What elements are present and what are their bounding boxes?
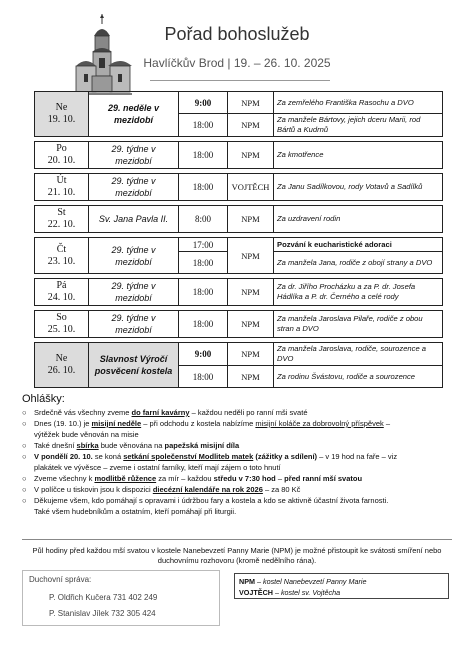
- legend-entry: NPM – kostel Nanebevzetí Panny Marie: [239, 577, 367, 586]
- day-abbr: Po: [56, 143, 67, 154]
- day-date: 25. 10.: [47, 324, 76, 335]
- mass-time: 9:00: [179, 343, 228, 366]
- confession-note: Půl hodiny před každou mší svatou v kostele Nanebevzetí Panny Marie (NPM) je možné přistoupit ke svátosti smíření nebo duchovnímu rozhovoru (kromě nedělního rána).: [22, 539, 452, 566]
- day-date: 20. 10.: [47, 155, 76, 166]
- schedule-row: [35, 279, 443, 306]
- schedule-row: [35, 311, 443, 338]
- day-cell: [35, 279, 89, 306]
- priest-contact: P. Stanislav Jílek 732 305 424: [49, 609, 156, 618]
- day-abbr: Ne: [55, 102, 68, 113]
- mass-place: NPM: [228, 366, 274, 388]
- mass-time: 8:00: [179, 206, 228, 233]
- day-date: 21. 10.: [47, 187, 76, 198]
- feast-name: 29. týdne v mezidobí: [89, 279, 179, 306]
- mass-intention: Za uzdravení rodin: [274, 206, 443, 233]
- announcement-continuation: výtěžek bude věnován na misie: [34, 430, 139, 439]
- announcements-list: [22, 407, 462, 517]
- mass-time: 18:00: [179, 142, 228, 169]
- feast-name: 29. týdne v mezidobí: [89, 142, 179, 169]
- feast-name: Sv. Jana Pavla II.: [89, 206, 179, 233]
- mass-intention: Za rodinu Švástovu, rodiče a sourozence: [274, 366, 443, 388]
- announcement-item: ○ V políčce u tiskovin jsou k dispozici diecézní kalendáře na rok 2026 – za 80 Kč: [22, 485, 301, 494]
- mass-place: NPM: [228, 92, 274, 114]
- feast-name: 29. týdne v mezidobí: [89, 311, 179, 338]
- schedule-row: [35, 92, 443, 114]
- day-cell: [35, 343, 89, 388]
- schedule-row: [35, 174, 443, 201]
- announcements-title: Ohlášky:: [22, 393, 65, 405]
- day-cell: [35, 238, 89, 274]
- mass-time: 18:00: [179, 311, 228, 338]
- page-title: Pořad bohoslužeb: [164, 24, 310, 44]
- day-abbr: So: [56, 312, 67, 323]
- day-cell: [35, 311, 89, 338]
- schedule-row: [35, 343, 443, 366]
- administration-box: [22, 570, 220, 626]
- feast-name: 29. neděle v mezidobí: [89, 92, 179, 137]
- mass-place: NPM: [228, 279, 274, 306]
- feast-name: Slavnost Výročí posvěcení kostela: [89, 343, 179, 388]
- day-date: 23. 10.: [47, 255, 76, 267]
- mass-time: 18:00: [179, 252, 228, 274]
- mass-intention: Za manžela Jana, rodiče z obojí strany a DVO: [274, 252, 443, 274]
- mass-time: 18:00: [179, 114, 228, 137]
- mass-time: 18:00: [179, 366, 228, 388]
- feast-name: 29. týdne v mezidobí: [89, 238, 179, 274]
- announcement-item: ○ Srdečně vás všechny zveme do farní kavárny – každou neděli po ranní mši svaté: [22, 408, 308, 417]
- title-divider: [150, 80, 330, 81]
- announcement-item: ○ V pondělí 20. 10. se koná setkání společenství Modliteb matek (zážitky a sdílení) – v 19 hod na faře – viz: [22, 452, 398, 461]
- day-cell: [35, 142, 89, 169]
- announcement-item: ○ Zveme všechny k modlitbě růžence za mír – každou středu v 7:30 hod – před ranní mší svatou: [22, 474, 363, 483]
- mass-place: NPM: [228, 343, 274, 366]
- mass-intention: Za manžele Bártovy, jejich dceru Marii, rod Bártů a Kudrnů: [274, 114, 443, 137]
- schedule-row: [35, 238, 443, 252]
- mass-intention: Za manžela Jaroslava, rodiče, sourozence a DVO: [274, 343, 443, 366]
- mass-place: NPM: [228, 311, 274, 338]
- mass-place: VOJTĚCH: [228, 174, 274, 201]
- mass-time: 17:00: [179, 238, 228, 252]
- mass-time: 18:00: [179, 174, 228, 201]
- mass-intention: Za Janu Sadílkovou, rody Votavů a Sadílků: [274, 174, 443, 201]
- mass-intention: Za kmotřence: [274, 142, 443, 169]
- mass-place: NPM: [228, 238, 274, 274]
- day-abbr: Ne: [55, 353, 68, 364]
- announcement-item: ○ Děkujeme všem, kdo pomáhají s opravami i údržbou fary a kostela a kdo se aktivně účastní života farnosti.: [22, 496, 389, 505]
- mass-place: NPM: [228, 206, 274, 233]
- day-abbr: Čt: [56, 243, 67, 255]
- mass-place: NPM: [228, 114, 274, 137]
- announcement-continuation: plakátek ve vývěsce – zveme i ostatní farníky, kteří mají zájem o toto hnutí: [34, 463, 281, 472]
- announcement-continuation: Také všem hudebníkům a ostatním, kteří pomáhají při liturgii.: [34, 507, 237, 516]
- day-cell: [35, 174, 89, 201]
- priest-contact: P. Oldřich Kučera 731 402 249: [49, 593, 158, 602]
- administration-heading: Duchovní správa:: [29, 575, 92, 584]
- day-cell: [35, 92, 89, 137]
- schedule-table: [34, 91, 443, 388]
- church-legend: [234, 573, 449, 599]
- day-abbr: Út: [56, 175, 67, 186]
- day-date: 19. 10.: [47, 114, 76, 125]
- day-date: 26. 10.: [47, 365, 76, 376]
- schedule-row: [35, 206, 443, 233]
- day-date: 22. 10.: [47, 219, 76, 230]
- schedule-row: [35, 142, 443, 169]
- page-subtitle: Havlíčkův Brod | 19. – 26. 10. 2025: [143, 56, 331, 70]
- day-abbr: Pá: [56, 280, 67, 291]
- mass-intention: Pozvání k eucharistické adoraci: [274, 238, 443, 252]
- mass-intention: Za manžela Jaroslava Pilaře, rodiče z obou stran a DVO: [274, 311, 443, 338]
- day-cell: [35, 206, 89, 233]
- mass-intention: Za zemřelého Františka Rasochu a DVO: [274, 92, 443, 114]
- mass-place: NPM: [228, 142, 274, 169]
- legend-entry: VOJTĚCH – kostel sv. Vojtěcha: [239, 588, 341, 597]
- feast-name: 29. týdne v mezidobí: [89, 174, 179, 201]
- announcement-item: ○ Dnes (19. 10.) je misijní neděle – při odchodu z kostela nabízíme misijní koláče za dobrovolný příspěvek –: [22, 419, 391, 428]
- day-date: 24. 10.: [47, 292, 76, 303]
- mass-intention: Za dr. Jiřího Procházku a za P. dr. Josefa Hádlíka a P. dr. Černého a celé rody: [274, 279, 443, 306]
- announcement-item: ○ Také dnešní sbírka bude věnována na papežská misijní díla: [22, 441, 240, 450]
- mass-time: 18:00: [179, 279, 228, 306]
- day-abbr: St: [57, 207, 66, 218]
- mass-time: 9:00: [179, 92, 228, 114]
